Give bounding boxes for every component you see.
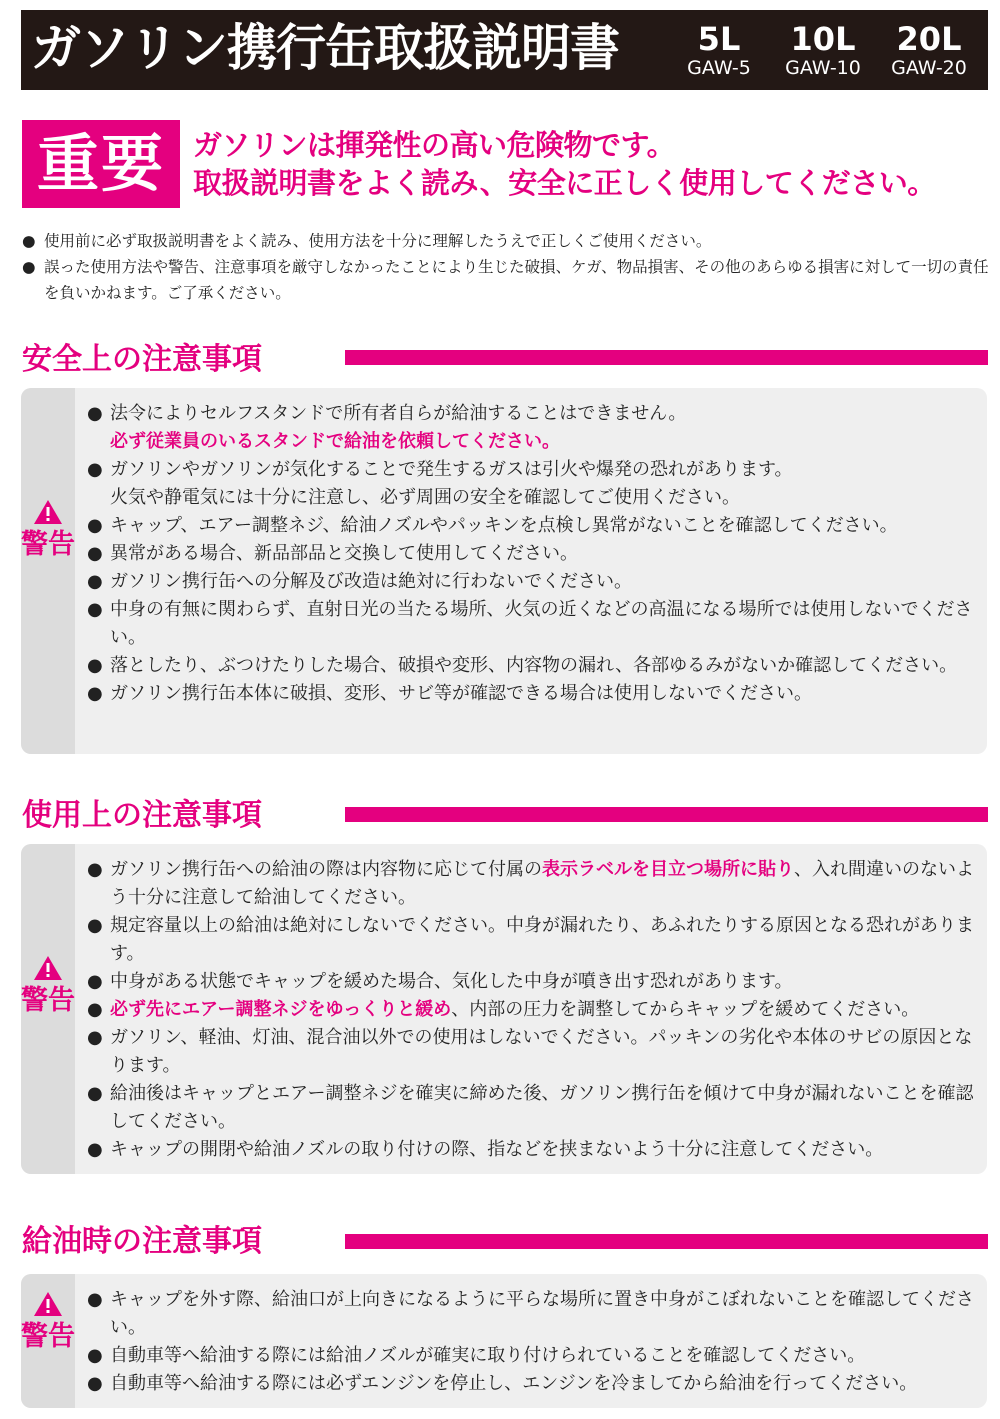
item-text: 自動車等へ給油する際には給油ノズルが確実に取り付けられていることを確認してください。	[110, 1345, 866, 1366]
model-5l	[669, 22, 769, 80]
item-text-after: 、内部の圧力を調整してからキャップを緩めてください。	[451, 999, 920, 1020]
warning-marker	[21, 1290, 75, 1352]
item-text: ガソリン携行缶への給油の際は内容物に応じて付属の	[110, 859, 542, 880]
safety-panel	[21, 388, 987, 754]
item-text: 中身の有無に関わらず、直射日光の当たる場所、火気の近くなどの高温になる場所では使用しないでください。	[110, 599, 973, 648]
important-line-1: ガソリンは揮発性の高い危険物です。	[193, 128, 676, 162]
bullet-icon: ●	[22, 232, 36, 250]
list-item	[87, 968, 979, 996]
warning-label: 警告	[21, 529, 75, 560]
bullet-icon: ●	[87, 543, 103, 564]
bullet-icon: ●	[22, 258, 36, 276]
bullet-icon: ●	[87, 683, 103, 704]
header-bar	[21, 10, 988, 90]
list-item	[87, 1080, 979, 1136]
list-item	[87, 912, 979, 968]
list-item	[87, 1342, 979, 1370]
list-item	[87, 596, 979, 652]
model-capacity: 5L	[697, 20, 741, 58]
list-item	[87, 400, 979, 456]
important-badge: 重要	[22, 120, 180, 208]
section-bar	[345, 807, 988, 822]
bullet-icon: ●	[87, 1083, 103, 1104]
section-title-refueling: 給油時の注意事項	[22, 1224, 262, 1259]
section-title-usage: 使用上の注意事項	[22, 798, 262, 833]
refueling-list	[87, 1286, 979, 1398]
warning-label: 警告	[21, 1321, 75, 1352]
list-item	[87, 856, 979, 912]
item-text: 異常がある場合、新品部品と交換して使用してください。	[110, 543, 578, 564]
bullet-icon: ●	[87, 1027, 103, 1048]
bullet-icon: ●	[87, 915, 103, 936]
item-text: キャップの開閉や給油ノズルの取り付けの際、指などを挟まないよう十分に注意してください。	[110, 1139, 884, 1160]
bullet-icon: ●	[87, 515, 103, 536]
bullet-icon: ●	[87, 859, 103, 880]
model-20l	[879, 22, 979, 80]
warning-marker	[21, 954, 75, 1016]
item-text: 給油後はキャップとエアー調整ネジを確実に締めた後、ガソリン携行缶を傾けて中身が漏れないことを確認してください。	[110, 1083, 974, 1132]
bullet-icon: ●	[87, 1373, 103, 1394]
section-bar	[345, 350, 988, 365]
bullet-icon: ●	[87, 459, 103, 480]
warning-triangle-icon	[32, 1290, 64, 1318]
bullet-icon: ●	[87, 403, 103, 424]
model-code: GAW-10	[785, 57, 861, 79]
item-text: キャップを外す際、給油口が上向きになるように平らな場所に置き中身がこぼれないことを確認してください。	[110, 1289, 974, 1338]
item-text: キャップ、エアー調整ネジ、給油ノズルやパッキンを点検し異常がないことを確認してください。	[110, 515, 898, 536]
item-emphasis: 表示ラベルを目立つ場所に貼り	[542, 859, 794, 880]
item-text: 自動車等へ給油する際には必ずエンジンを停止し、エンジンを冷ましてから給油を行ってください。	[110, 1373, 918, 1394]
note-item	[22, 228, 992, 254]
item-text: ガソリンやガソリンが気化することで発生するガスは引火や爆発の恐れがあります。	[110, 459, 793, 480]
item-text: 法令によりセルフスタンドで所有者自らが給油することはできません。	[110, 403, 687, 424]
document-title: ガソリン携行缶取扱説明書	[31, 19, 619, 77]
list-item	[87, 1024, 979, 1080]
list-item	[87, 1370, 979, 1398]
item-text: 中身がある状態でキャップを緩めた場合、気化した中身が噴き出す恐れがあります。	[110, 971, 793, 992]
bullet-icon: ●	[87, 1139, 103, 1160]
list-item	[87, 1136, 979, 1164]
section-title-safety: 安全上の注意事項	[22, 342, 262, 377]
item-emphasis: 必ず従業員のいるスタンドで給油を依頼してください。	[110, 431, 560, 452]
bullet-icon: ●	[87, 599, 103, 620]
warning-marker	[21, 498, 75, 560]
list-item	[87, 540, 979, 568]
section-bar	[345, 1234, 988, 1249]
item-text: ガソリン携行缶本体に破損、変形、サビ等が確認できる場合は使用しないでください。	[110, 683, 812, 704]
intro-notes	[22, 228, 992, 306]
list-item	[87, 996, 979, 1024]
bullet-icon: ●	[87, 1345, 103, 1366]
model-capacity: 20L	[896, 20, 962, 58]
list-item	[87, 680, 979, 708]
list-item	[87, 456, 979, 512]
item-text: 落としたり、ぶつけたりした場合、破損や変形、内容物の漏れ、各部ゆるみがないか確認してください。	[110, 655, 958, 676]
note-text: 誤った使用方法や警告、注意事項を厳守しなかったことにより生じた破損、ケガ、物品損害、その他のあらゆる損害に対して一切の責任を負いかねます。ご了承ください。	[44, 258, 989, 302]
bullet-icon: ●	[87, 571, 103, 592]
item-text-line2: 火気や静電気には十分に注意し、必ず周囲の安全を確認してご使用ください。	[110, 487, 740, 508]
important-line-2: 取扱説明書をよく読み、安全に正しく使用してください。	[193, 166, 936, 200]
item-text-after: 、入れ間違いのないよう十分に注意して給油してください。	[110, 859, 974, 908]
model-code: GAW-20	[891, 57, 967, 79]
bullet-icon: ●	[87, 1289, 103, 1310]
warning-label: 警告	[21, 985, 75, 1016]
item-emphasis: 必ず先にエアー調整ネジをゆっくりと緩め	[110, 999, 452, 1020]
warning-triangle-icon	[32, 954, 64, 982]
model-code: GAW-5	[687, 57, 751, 79]
model-10l	[773, 22, 873, 80]
usage-list	[87, 856, 979, 1164]
warning-triangle-icon	[32, 498, 64, 526]
list-item	[87, 512, 979, 540]
list-item	[87, 568, 979, 596]
usage-panel	[21, 844, 987, 1174]
bullet-icon: ●	[87, 971, 103, 992]
item-text: 規定容量以上の給油は絶対にしないでください。中身が漏れたり、あふれたりする原因となる恐れがあります。	[110, 915, 974, 964]
item-text: ガソリン、軽油、灯油、混合油以外での使用はしないでください。パッキンの劣化や本体のサビの原因となります。	[110, 1027, 973, 1076]
list-item	[87, 1286, 979, 1342]
list-item	[87, 652, 979, 680]
safety-list	[87, 400, 979, 708]
refueling-panel	[21, 1274, 987, 1408]
note-item	[22, 254, 992, 306]
bullet-icon: ●	[87, 655, 103, 676]
item-text: ガソリン携行缶への分解及び改造は絶対に行わないでください。	[110, 571, 632, 592]
note-text: 使用前に必ず取扱説明書をよく読み、使用方法を十分に理解したうえで正しくご使用ください。	[44, 232, 712, 250]
panel-sidebar	[21, 388, 75, 754]
model-capacity: 10L	[790, 20, 856, 58]
bullet-icon: ●	[87, 999, 103, 1020]
